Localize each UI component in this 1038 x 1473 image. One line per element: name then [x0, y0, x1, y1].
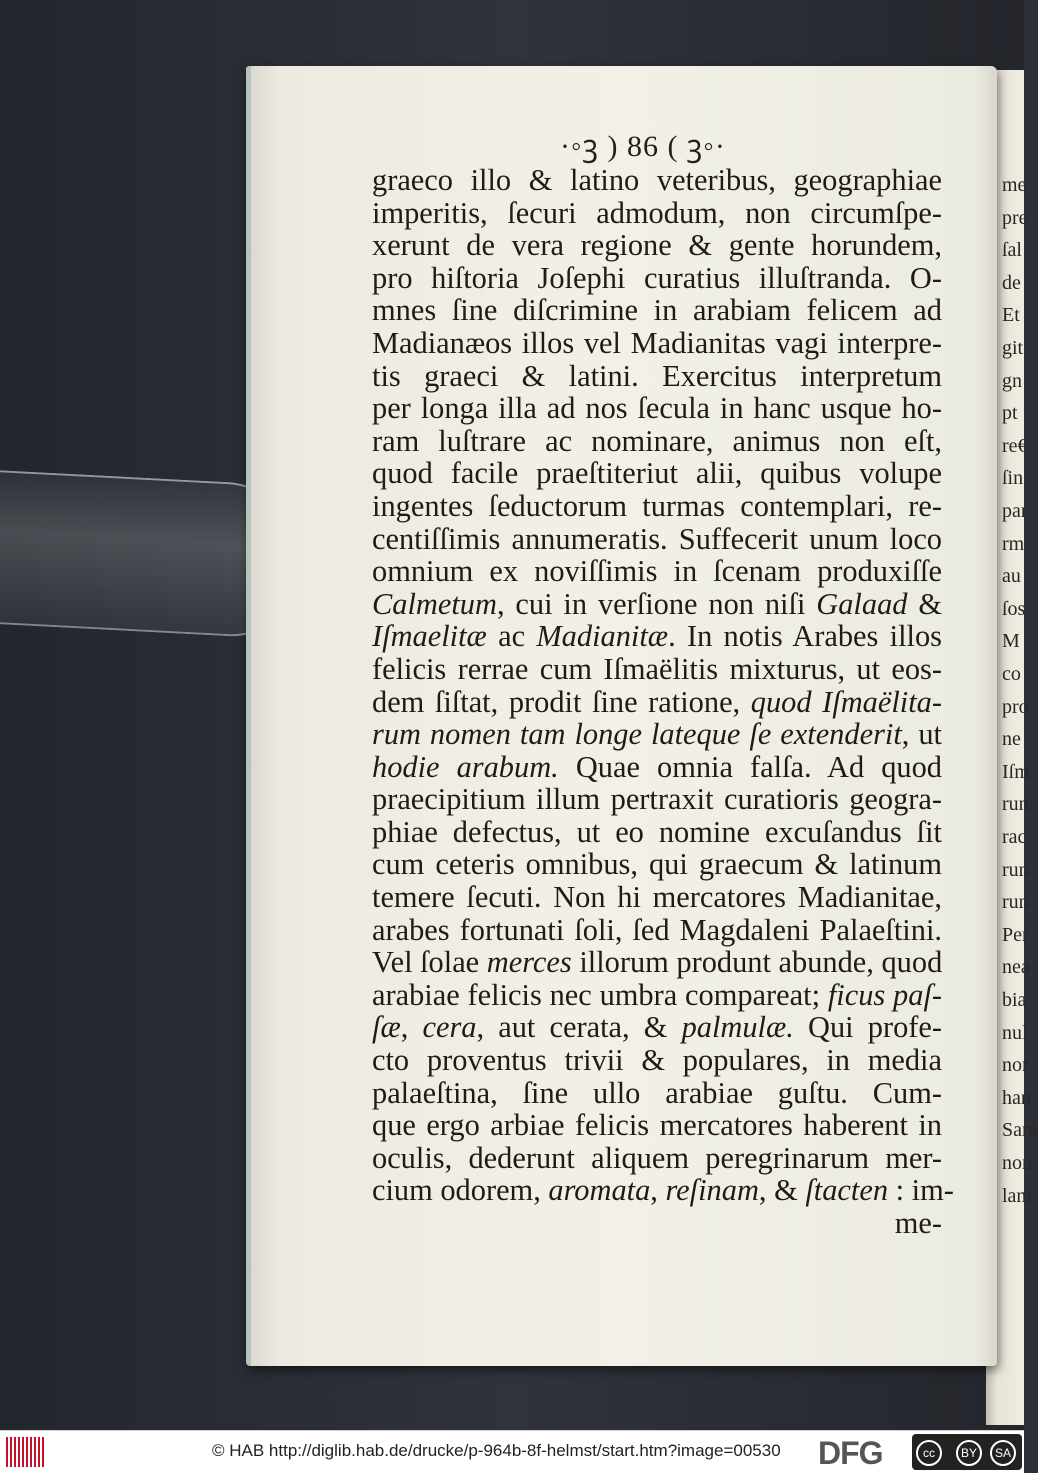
facing-page-fragment: nor — [1002, 1054, 1029, 1077]
text-line: pro hiſtoria Joſephi curatius illuſtranda. O- — [372, 260, 942, 295]
facing-page-fragment: co — [1002, 663, 1021, 685]
sa-icon: SA — [990, 1440, 1016, 1466]
facing-page-fragment: pro — [1002, 695, 1029, 718]
facing-page-fragment: han — [1002, 1086, 1031, 1109]
facing-page-fragment: ſin — [1002, 467, 1024, 490]
facing-page-fragment: non — [1002, 1152, 1032, 1174]
text-line: praecipitium illum pertraxit curatioris geogra- — [372, 782, 942, 817]
facing-page-fragment: pre — [1002, 206, 1028, 229]
footer-bar — [0, 1430, 1024, 1473]
facing-page-fragment: Iſm — [1002, 760, 1030, 783]
facing-page-fragment: lani — [1002, 1184, 1032, 1207]
text-line: temere ſecuti. Non hi mercatores Madianitae, — [372, 880, 942, 915]
text-line: cto proventus trivii & populares, in media — [372, 1043, 942, 1078]
facing-page-fragment: nul — [1002, 1021, 1028, 1044]
facing-page-fragment: re€ — [1002, 434, 1028, 457]
text-line: ram luſtrare ac nominare, animus non eſt, — [372, 423, 942, 458]
text-line: dem ſiſtat, prodit ſine ratione, quod Iſmaëlita- — [372, 684, 942, 719]
dfg-logo[interactable]: DFG — [818, 1435, 883, 1471]
text-line: graeco illo & latino veteribus, geographiae — [372, 163, 942, 197]
text-line: Madianæos illos vel Madianitas vagi interpre- — [372, 325, 942, 360]
facing-page-fragment: rac — [1002, 826, 1027, 848]
facing-page-fragment: gn — [1002, 369, 1022, 392]
cc-icon: cc — [916, 1440, 942, 1466]
text-line: phiae defectus, ut eo nomine excuſandus ſit — [372, 814, 942, 849]
page-number-header: ·◦ꝫ ) 86 ( ꝫ◦· — [560, 130, 726, 163]
text-line: per longa illa ad nos ſecula in hanc usque ho- — [372, 391, 942, 426]
text-line: Iſmaelitæ ac Madianitæ. In notis Arabes illos — [372, 619, 942, 654]
page-text-block — [372, 163, 954, 1240]
facing-page-fragment: me — [1002, 174, 1027, 196]
facing-page-fragment: nea — [1002, 956, 1030, 979]
facing-page-fragment: run — [1002, 793, 1029, 816]
hab-logo[interactable] — [6, 1437, 44, 1467]
copyright-link[interactable]: © HAB http://diglib.hab.de/drucke/p-964b-8f-helmst/start.htm?image=00530 — [212, 1441, 781, 1460]
text-line: que ergo arbiae felicis mercatores haberent in — [372, 1108, 942, 1143]
facing-page-fragment: Sara — [1002, 1119, 1038, 1142]
text-line: cium odorem, aromata, reſinam, & ſtacten : im- — [372, 1173, 954, 1208]
catchword: me- — [894, 1206, 942, 1240]
facing-page-fragment: Et — [1002, 304, 1020, 327]
facing-page-fragment: bia — [1002, 989, 1027, 1011]
text-line: mnes ſine diſcrimine in arabiam felicem ad — [372, 293, 942, 328]
facing-page-fragment: git — [1002, 337, 1024, 359]
text-line: tis graeci & latini. Exercitus interpretum — [372, 358, 942, 393]
by-icon: BY — [956, 1440, 982, 1466]
text-line: hodie arabum. Quae omnia falſa. Ad quod — [372, 749, 942, 784]
facing-page-fragment: de — [1002, 271, 1021, 294]
facing-page-fragment: run — [1002, 858, 1029, 881]
facing-page-fragment: pt — [1002, 402, 1018, 425]
text-line: rum nomen tam longe lateque ſe extenderit, ut — [372, 717, 942, 752]
cc-license-badge[interactable] — [912, 1434, 1022, 1470]
text-line: arabiae felicis nec umbra compareat; ficus paſ- — [372, 977, 943, 1012]
facing-page-fragment: Per — [1002, 923, 1029, 946]
facing-page-fragment: M — [1002, 630, 1020, 653]
text-line: imperitis, ſecuri admodum, non circumſpe- — [372, 195, 942, 230]
text-line: arabes fortunati ſoli, ſed Magdaleni Palaeſtini. — [372, 912, 942, 947]
text-line: xerunt de vera regione & gente horundem, — [372, 228, 942, 263]
text-line: ſæ, cera, aut cerata, & palmulæ. Qui profe- — [372, 1010, 942, 1045]
text-line: omnium ex noviſſimis in ſcenam produxiſſe — [372, 554, 942, 589]
text-line: Calmetum, cui in verſione non niſi Galaad & — [372, 586, 942, 621]
facing-page-fragment: par — [1002, 500, 1028, 522]
facing-page-fragment: ſal — [1002, 239, 1022, 262]
text-line: centiſſimis annumeratis. Suffecerit unum loco — [372, 521, 942, 556]
text-line: cum ceteris omnibus, qui graecum & latinum — [372, 847, 942, 882]
facing-page-fragment: rm — [1002, 532, 1025, 555]
facing-page-fragment: ne — [1002, 728, 1021, 751]
facing-page-fragment: run — [1002, 891, 1029, 914]
text-line: palaeſtina, ſine ullo arabiae guſtu. Cum- — [372, 1075, 942, 1110]
facing-page-fragment: ſos — [1002, 597, 1026, 620]
text-line: quod facile praeſtiteriut alii, quibus volupe — [372, 456, 942, 491]
text-line: felicis rerrae cum Iſmaëlitis mixturus, ut eos- — [372, 651, 942, 686]
text-line: oculis, dederunt aliquem peregrinarum mer- — [372, 1140, 942, 1175]
text-line: Vel ſolae merces illorum produnt abunde, quod — [372, 945, 943, 980]
text-line: ingentes ſeductorum turmas contemplari, re- — [372, 488, 942, 523]
facing-page-fragment: au — [1002, 565, 1021, 588]
